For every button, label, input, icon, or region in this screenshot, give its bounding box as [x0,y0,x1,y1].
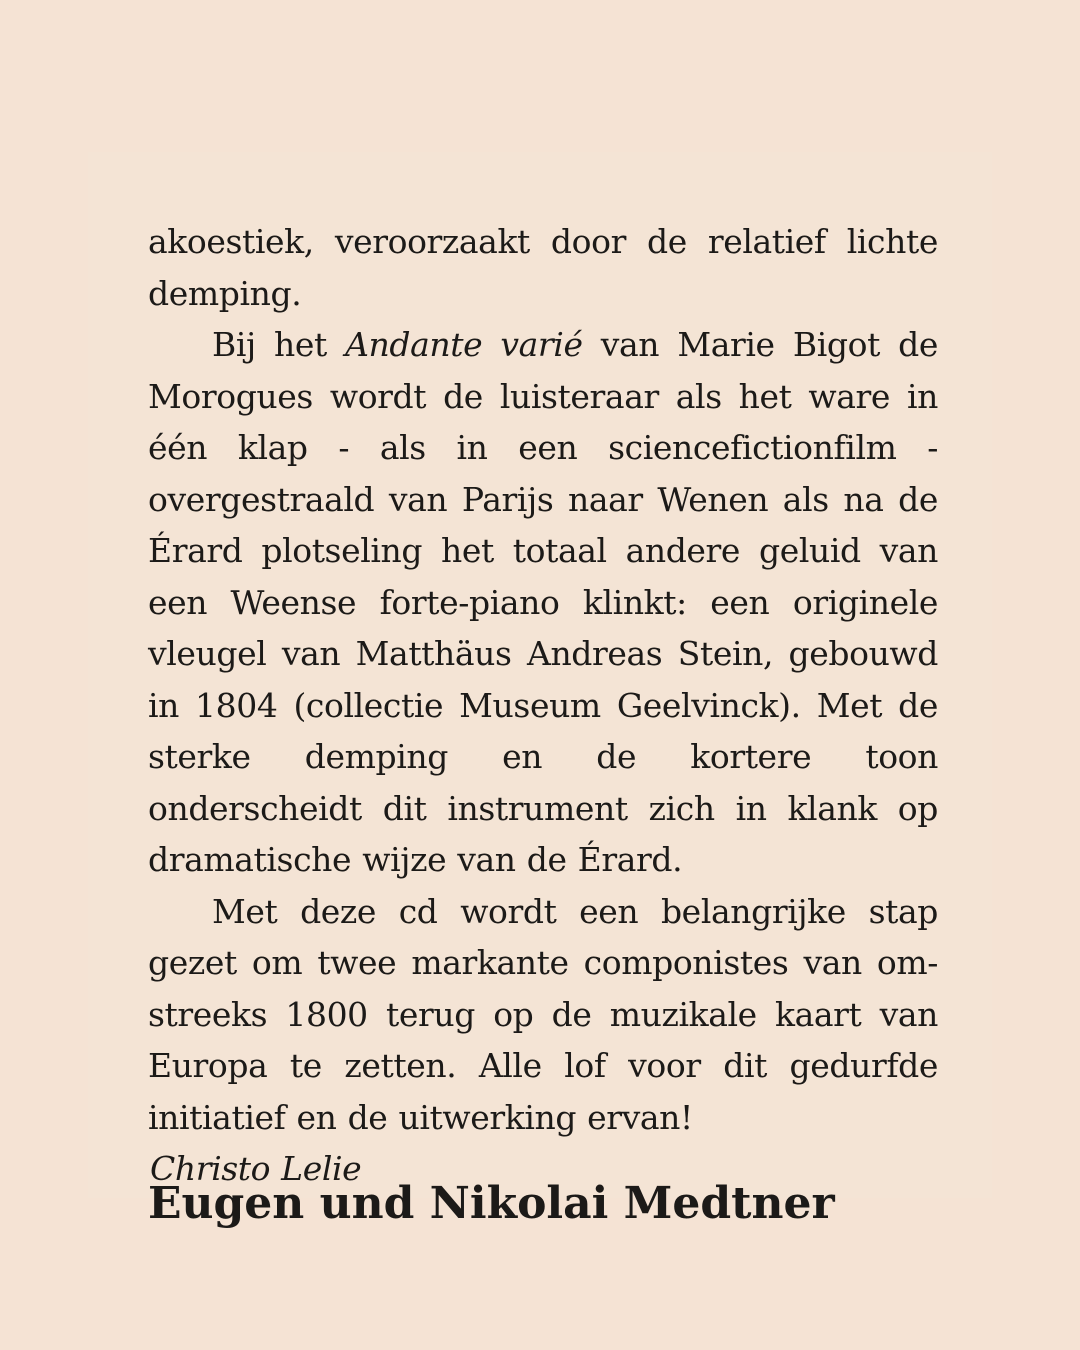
page-panel [88,152,992,1229]
next-section-heading: Eugen und Nikolai Medtner [148,1178,835,1229]
article-text [148,216,938,1195]
paragraph-3: Met deze cd wordt een belangrijke stap gezet om twee markante componistes van om-streeks 1800 terug op de muzikale kaart van Europa te zetten. Alle lof voor dit gedurfde initiatief en de uitwerking ervan! [148,891,938,1137]
paragraph-2 [148,319,938,886]
author-signature: Christo Lelie [150,1149,362,1188]
paragraph-2-start: Bij het [212,325,346,364]
paragraph-2-rest: van Marie Bigot de Morogues wordt de luisteraar als het ware in één klap - als in een sciencefictionfilm - overgestraald van Parijs naar Wenen als na de Érard plotseling het totaal andere geluid van een Weense forte-piano klinkt: een originele vleugel van Matthäus Andreas Stein, gebouwd in 1804 (collectie Museum Geelvinck). Met de sterke demping en de kortere toon onderscheidt dit instrument zich in klank op dramatische wijze van de Érard. [148,325,938,879]
paragraph-1: akoestiek, veroorzaakt door de relatief lichte demping. [148,222,938,313]
work-title: Andante varié [345,325,583,364]
